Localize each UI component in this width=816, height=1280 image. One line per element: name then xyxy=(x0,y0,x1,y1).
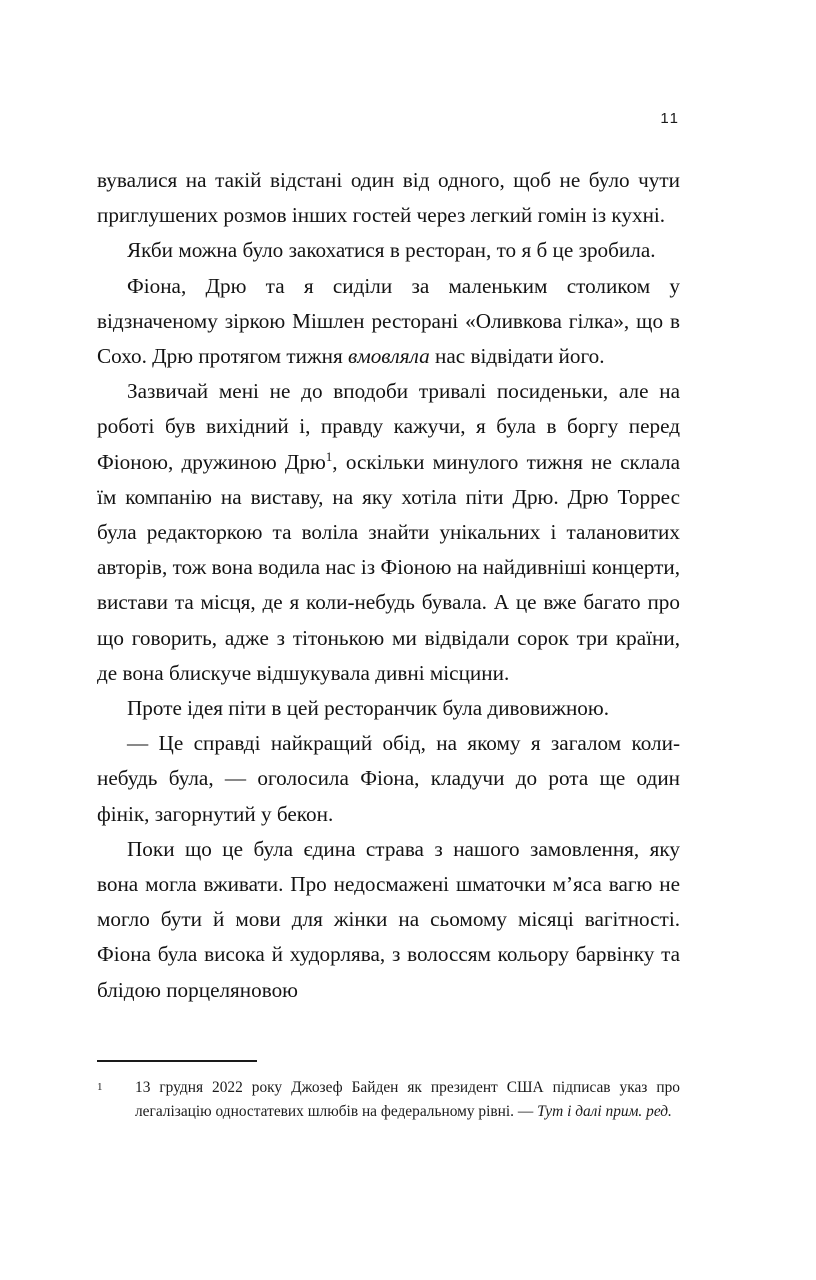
footnote-marker: 1 xyxy=(97,1081,103,1093)
paragraph-3-part-b: нас відвідати його. xyxy=(429,344,605,369)
paragraph-2: Якби можна було закохатися в ресторан, то я б це зробила. xyxy=(127,238,656,263)
page-number: 11 xyxy=(660,110,680,127)
paragraph-3-part-a: Фіона, Дрю та я сиділи за маленьким столиком у відзначеному зіркою Мішлен ресторані «Оливкова гілка», що в Сохо. Дрю протягом тижня xyxy=(97,273,680,369)
paragraph-3-emphasis: вмовляла xyxy=(348,344,430,369)
paragraph-5: Проте ідея піти в цей ресторанчик була дивовижною. xyxy=(127,696,610,721)
footnote-1 xyxy=(97,1076,680,1123)
body-text xyxy=(97,163,680,1008)
footnote-area xyxy=(97,1060,680,1123)
footnote-text: 13 грудня 2022 року Джозеф Байден як президент США підписав указ про легалізацію одностатевих шлюбів на федеральному рівні. — xyxy=(135,1079,680,1120)
paragraph-3 xyxy=(97,269,680,375)
paragraph-6: — Це справді найкращий обід, на якому я загалом коли-небудь була, — оголосила Фіона, кладучи до рота ще один фінік, загорнутий у бекон. xyxy=(97,731,680,826)
paragraph-1: вувалися на такій відстані один від одного, щоб не було чути приглушених розмов інших гостей через легкий гомін із кухні. xyxy=(97,168,680,228)
footnote-italic-note: Тут і далі прим. ред. xyxy=(537,1102,672,1120)
footnote-divider xyxy=(97,1060,257,1062)
paragraph-4-part-a: Зазвичай мені не до вподоби тривалі посиденьки, але на роботі був вихідний і, правду кажучи, я була в боргу перед Фіоною, дружиною Дрю xyxy=(97,379,680,474)
footnote-reference-1[interactable]: 1 xyxy=(325,448,333,464)
paragraph-4-part-b: , оскільки минулого тижня не склала їм компанію на виставу, на яку хотіла піти Дрю. Дрю Торрес була редакторкою та воліла знайти унікальних і талановитих авторів, тож вона водила нас із Фіоною на найдивніші концерти, вистави та місця, де я коли-небудь бувала. А це вже багато про що говорить, адже з тітонькою ми відвідали сорок три країни, де вона блискуче відшукувала дивні місцини. xyxy=(97,449,680,685)
paragraph-4 xyxy=(97,374,680,691)
paragraph-7: Поки що це була єдина страва з нашого замовлення, яку вона могла вживати. Про недосмажені шматочки м’яса вагю не могло бути й мови для жінки на сьомому місяці вагітності. Фіона була висока й худорлява, з волоссям кольору барвінку та блідою порцеляновою xyxy=(97,836,680,1002)
